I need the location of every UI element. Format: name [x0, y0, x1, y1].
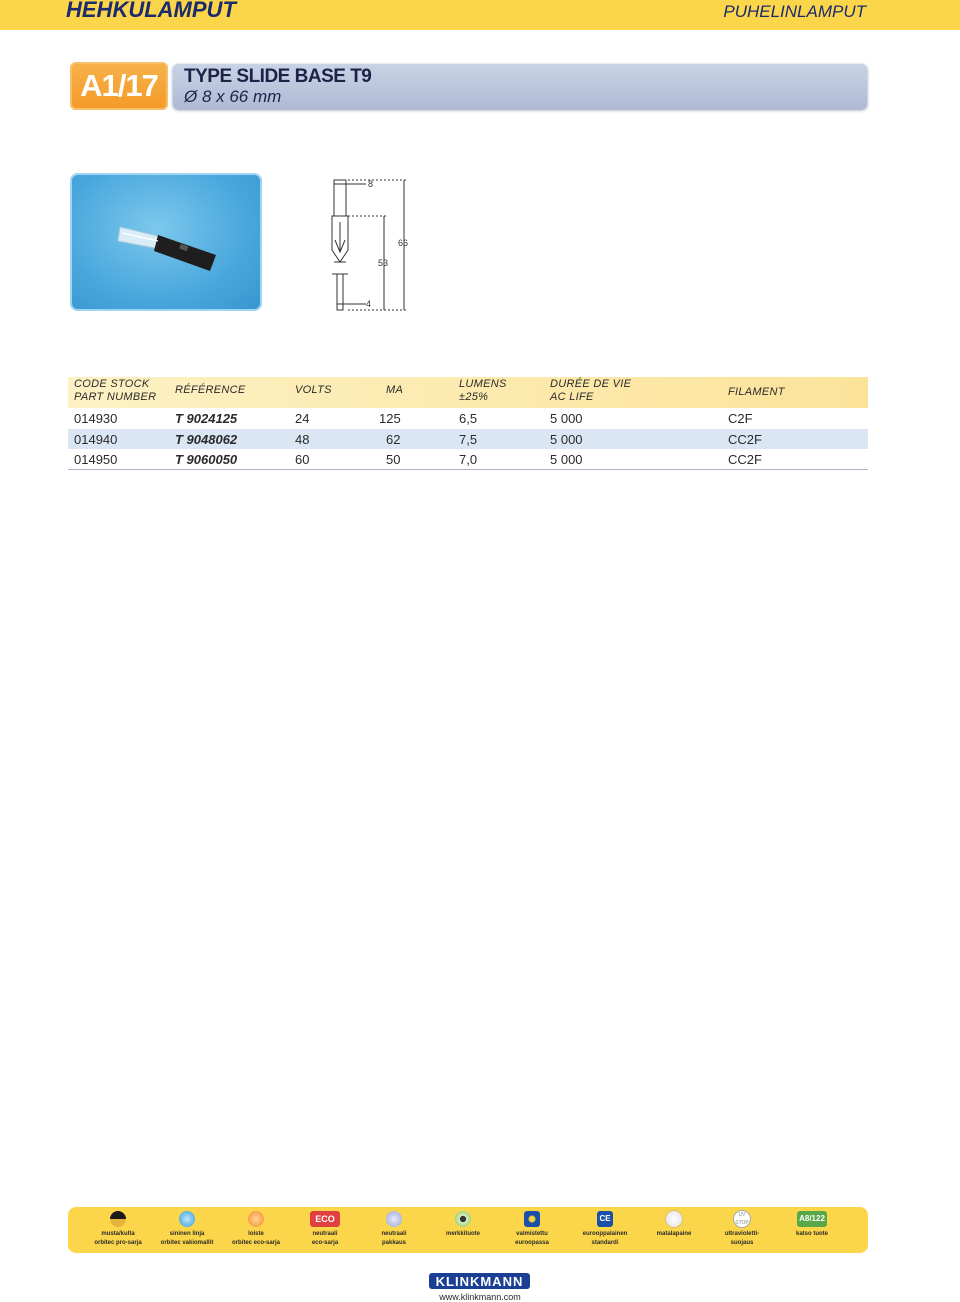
cell-ma: 125	[379, 411, 401, 426]
table-bottom-rule	[68, 469, 868, 470]
legend-label: loiste orbitec eco-sarja	[231, 1231, 281, 1246]
legend-item	[565, 1211, 645, 1248]
legend-item	[702, 1211, 782, 1248]
neutral-package-icon	[386, 1211, 402, 1227]
legend-label: eurooppalainen standardi	[582, 1231, 628, 1246]
th-lumens: LUMENS ±25%	[459, 378, 507, 403]
th-life: DURÉE DE VIE AC LIFE	[550, 378, 632, 403]
see-product-icon: A8/122	[797, 1211, 827, 1227]
eco-icon: ECO	[310, 1211, 340, 1227]
cell-life: 5 000	[550, 411, 583, 426]
th-code: CODE STOCK PART NUMBER	[74, 378, 157, 403]
cell-code: 014950	[74, 452, 118, 468]
cell-reference: T 9024125	[175, 411, 238, 426]
klinkmann-logo[interactable]	[429, 1273, 530, 1289]
page-badge	[70, 62, 168, 110]
legend-item	[423, 1211, 503, 1239]
th-volts: VOLTS	[295, 384, 332, 396]
lamp-image	[70, 173, 262, 311]
cell-code: 014940	[74, 431, 118, 447]
legend-label: katso tuote	[795, 1231, 828, 1237]
technical-drawing	[318, 170, 418, 320]
legend-label: sininen linja orbitec vakiomallit	[160, 1231, 214, 1246]
spec-table	[68, 377, 868, 470]
dim-53: 53	[378, 258, 389, 268]
legend-item	[772, 1211, 852, 1239]
cell-lumens: 7,0	[459, 452, 478, 468]
uv-stop-icon: UV STOP	[735, 1212, 749, 1226]
legend-bar	[68, 1207, 868, 1253]
header-category: HEHKULAMPUT	[66, 0, 236, 22]
dim-8: 8	[368, 179, 374, 189]
table-header	[68, 377, 868, 408]
legend-label: matalapaine	[656, 1231, 692, 1237]
dimension-drawing	[318, 170, 418, 320]
legend-item	[492, 1211, 572, 1248]
product-photo	[70, 173, 262, 311]
cell-volts: 24	[295, 411, 310, 426]
cell-filament: CC2F	[728, 431, 762, 447]
cell-reference: T 9060050	[175, 452, 238, 468]
product-title-bar	[173, 64, 867, 109]
low-pressure-icon	[666, 1211, 682, 1227]
header-subcategory: PUHELINLAMPUT	[723, 2, 866, 21]
cell-lumens: 7,5	[459, 431, 478, 447]
th-filament: FILAMENT	[728, 386, 785, 398]
legend-label: merkkituote	[445, 1231, 480, 1237]
black-gold-icon	[110, 1211, 126, 1227]
legend-item	[216, 1211, 296, 1248]
brand-product-icon	[455, 1211, 471, 1227]
ce-icon: CE	[597, 1211, 613, 1227]
cell-life: 5 000	[550, 452, 583, 468]
cell-code: 014930	[74, 411, 118, 426]
cell-volts: 60	[295, 452, 310, 468]
legend-label: musta/kulta orbitec pro-sarja	[94, 1231, 142, 1246]
cell-ma: 62	[386, 431, 401, 447]
legend-label: neutraali pakkaus	[381, 1231, 407, 1246]
legend-item	[147, 1211, 227, 1248]
logo-text: KLINKMANN	[435, 1274, 524, 1289]
cell-filament: CC2F	[728, 452, 762, 468]
legend-item	[354, 1211, 434, 1248]
made-in-europe-icon	[524, 1211, 540, 1227]
dim-66: 66	[398, 238, 409, 248]
header-bar	[0, 0, 960, 30]
dim-4: 4	[366, 299, 372, 309]
cell-ma: 50	[386, 452, 401, 468]
cell-life: 5 000	[550, 431, 583, 447]
legend-label: ultravioletti- suojaus	[724, 1231, 760, 1246]
blue-line-icon	[179, 1211, 195, 1227]
table-row	[68, 449, 868, 470]
th-ma: MA	[386, 384, 404, 396]
th-reference: RÉFÉRENCE	[175, 384, 246, 396]
legend-label: neutraali eco-sarja	[311, 1231, 339, 1246]
cell-filament: C2F	[728, 411, 753, 426]
legend-label: valmistettu euroopassa	[515, 1231, 549, 1246]
legend-item	[285, 1211, 365, 1248]
cell-volts: 48	[295, 431, 310, 447]
badge-label: A1/17	[80, 68, 158, 103]
glow-icon	[248, 1211, 264, 1227]
table-row	[68, 429, 868, 450]
product-title: TYPE SLIDE BASE T9	[184, 66, 372, 87]
table-row	[68, 408, 868, 429]
product-dimensions: Ø 8 x 66 mm	[184, 87, 282, 106]
cell-lumens: 6,5	[459, 411, 478, 426]
website-link[interactable]: www.klinkmann.com	[439, 1292, 521, 1302]
legend-item	[78, 1211, 158, 1248]
cell-reference: T 9048062	[175, 431, 238, 447]
